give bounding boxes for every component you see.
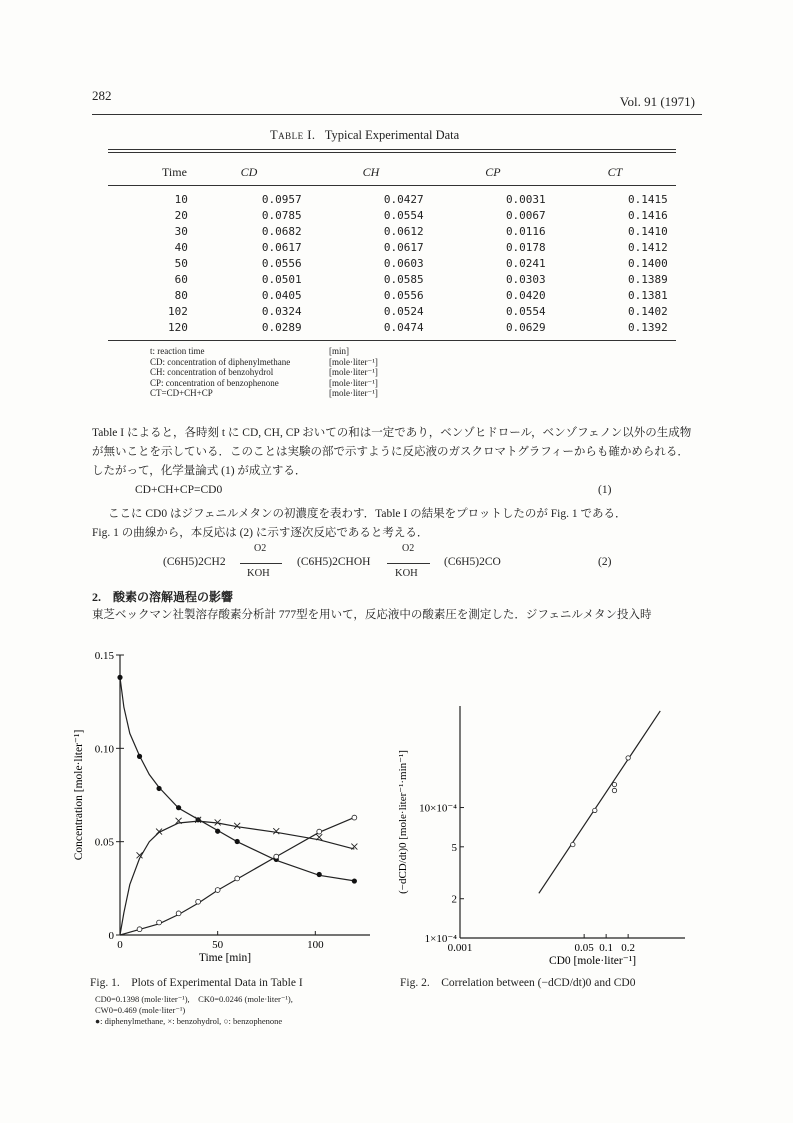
table-cell: 0.1412 xyxy=(627,240,668,254)
table-cell: 0.0474 xyxy=(383,320,424,334)
table-cell: 0.1392 xyxy=(627,320,668,334)
table-note xyxy=(150,378,378,389)
page-number: 282 xyxy=(92,88,112,103)
table-cell: 0.1415 xyxy=(627,192,668,206)
table-top-rule xyxy=(108,149,676,150)
col-cp: CP xyxy=(485,164,501,179)
table-caption-label: Table I. xyxy=(270,128,316,142)
data-point xyxy=(612,782,616,786)
table-cell: 0.0957 xyxy=(261,192,302,206)
col-cd: CD xyxy=(240,164,258,179)
table-cell: 0.0501 xyxy=(261,272,302,286)
table-note-unit: [mole·liter⁻¹] xyxy=(329,367,378,377)
x-tick-label: 0.05 xyxy=(574,942,594,954)
table-cell: 0.0556 xyxy=(383,288,424,302)
table-cell: 0.0289 xyxy=(261,320,302,334)
table-row xyxy=(108,207,676,223)
paragraph-4: 東芝ベックマン社製溶存酸素分析計 777型を用いて，反応液中の酸素圧を測定した．ジフェニルメタン投入時 xyxy=(92,609,652,621)
data-point xyxy=(571,842,575,846)
benzophenone-point xyxy=(274,854,279,859)
figure-1-notes xyxy=(95,994,293,1027)
table-note-label: CH: concentration of benzohydrol xyxy=(150,367,274,377)
table-row xyxy=(108,271,676,287)
table-cell: 0.0554 xyxy=(505,304,546,318)
equation-2-o2-1: O2 xyxy=(254,543,267,554)
equation-2-number: (2) xyxy=(598,556,612,568)
data-point xyxy=(612,788,616,792)
benzophenone-point xyxy=(157,920,162,925)
table-row xyxy=(108,303,676,319)
volume-label: Vol. 91 (1971) xyxy=(619,94,695,109)
table-row xyxy=(108,319,676,335)
table-cell: 30 xyxy=(174,224,188,238)
x-tick-label: 50 xyxy=(212,939,224,951)
equation-1-number: (1) xyxy=(598,484,612,496)
figure-1-chart xyxy=(60,640,380,970)
equation-2-intermediate: (C6H5)2CHOH xyxy=(297,556,371,568)
table-row xyxy=(108,255,676,271)
table-note-label: CP: concentration of benzophenone xyxy=(150,377,279,388)
table-note xyxy=(150,346,378,357)
table-cell: 0.0556 xyxy=(261,256,302,270)
table-cell: 0.0178 xyxy=(505,240,546,254)
table-cell: 60 xyxy=(174,272,188,286)
figure-1-plot xyxy=(73,650,370,964)
table-row xyxy=(108,191,676,207)
figure-1-note: CD0=0.1398 (mole·liter⁻¹), CK0=0.0246 (mole·liter⁻¹), xyxy=(95,994,293,1004)
x-tick-label: 0.1 xyxy=(599,942,614,954)
table-note-unit: [mole·liter⁻¹] xyxy=(329,388,378,398)
table-cell: 0.0524 xyxy=(383,304,424,318)
table-row xyxy=(108,223,676,239)
table-cell: 0.1416 xyxy=(627,208,668,222)
benzophenone-point xyxy=(176,911,181,916)
table-cell: 50 xyxy=(174,256,188,270)
header-rule xyxy=(92,114,702,115)
paragraph-3: Fig. 1 の曲線から，本反応は (2) に示す逐次反応であると考える． xyxy=(92,527,429,539)
table-cell: 0.0427 xyxy=(383,192,424,206)
table-cell: 10 xyxy=(174,192,188,206)
y-axis-label: (−dCD/dt)0 [mole·liter⁻¹·min⁻¹] xyxy=(397,750,409,894)
y-axis-label: Concentration [mole·liter⁻¹] xyxy=(73,729,85,861)
table-note xyxy=(150,357,378,368)
table-cell: 0.0612 xyxy=(383,224,424,238)
benzohydrol-point xyxy=(273,828,279,834)
x-axis-label: CD0 [mole·liter⁻¹] xyxy=(548,955,637,967)
table-cell: 80 xyxy=(174,288,188,302)
table-cell: 0.0603 xyxy=(383,256,424,270)
y-tick-label: 10×10⁻⁴ xyxy=(419,802,457,815)
table-caption xyxy=(270,128,459,143)
table-cell: 0.0324 xyxy=(261,304,302,318)
y-tick-label: 0.10 xyxy=(94,743,114,756)
benzophenone-point xyxy=(235,876,240,881)
table-note-label: CT=CD+CH+CP xyxy=(150,388,213,398)
equation-2-reactant: (C6H5)2CH2 xyxy=(163,556,226,568)
table-note xyxy=(150,388,378,399)
x-tick-label: 0 xyxy=(117,939,123,951)
table-notes xyxy=(150,346,378,399)
table-cell: 0.0405 xyxy=(261,288,302,302)
table-cell: 102 xyxy=(168,304,188,318)
benzophenone-point xyxy=(215,888,220,893)
table-cell: 0.0629 xyxy=(505,320,546,334)
y-tick-label: 5 xyxy=(451,841,457,854)
diphenylmethane-point xyxy=(156,786,161,791)
figure-2-caption: Fig. 2. Correlation between (−dCD/dt)0 and CD0 xyxy=(400,977,636,989)
equation-2-arrow-1 xyxy=(240,563,282,564)
diphenylmethane-curve xyxy=(120,677,354,881)
table-cell: 40 xyxy=(174,240,188,254)
col-ch: CH xyxy=(362,164,380,179)
paragraph-1: Table I によると，各時刻 t に CD, CH, CP おいての和は一定であり，ベンゾヒドロール，ベンゾフェノン以外の生成物が無いことを示している．このことは実験の部で示すように反応液のガスクロマトグラフィーからも確かめられる．したがって，化学量論式 (1) が成立する． xyxy=(92,427,692,477)
col-ct: CT xyxy=(607,164,623,179)
table-body xyxy=(108,191,676,335)
equation-1: CD+CH+CP=CD0 xyxy=(135,484,223,496)
benzophenone-point xyxy=(352,815,357,820)
benzophenone-point xyxy=(317,829,322,834)
benzophenone-point xyxy=(137,927,142,932)
col-time: Time xyxy=(162,164,187,179)
x-axis-label: Time [min] xyxy=(198,952,252,964)
table-cell: 0.1389 xyxy=(627,272,668,286)
table-cell: 0.0585 xyxy=(383,272,424,286)
equation-2-koh-1: KOH xyxy=(247,568,270,579)
table-cell: 0.0682 xyxy=(261,224,302,238)
table-note-unit: [mole·liter⁻¹] xyxy=(329,356,378,367)
diphenylmethane-point xyxy=(215,829,220,834)
table-note xyxy=(150,367,378,378)
table-cell: 0.0116 xyxy=(505,224,546,238)
diphenylmethane-point xyxy=(352,878,357,883)
y-tick-label: 0.15 xyxy=(94,650,114,662)
x-tick-label: 0.001 xyxy=(447,942,473,954)
table-cell: 0.0031 xyxy=(505,192,546,206)
table-caption-title: Typical Experimental Data xyxy=(324,128,460,142)
diphenylmethane-point xyxy=(176,805,181,810)
table-cell: 0.0785 xyxy=(261,208,302,222)
equation-2-product: (C6H5)2CO xyxy=(444,556,501,568)
table-cell: 20 xyxy=(174,208,188,222)
table-row xyxy=(108,239,676,255)
table-note-label: t: reaction time xyxy=(150,346,205,356)
data-point xyxy=(593,808,597,812)
figure-2-chart xyxy=(390,690,710,970)
table-cell: 0.0067 xyxy=(505,208,546,222)
equation-2-arrow-2 xyxy=(387,563,430,564)
figure-2-plot xyxy=(397,706,685,967)
table-cell: 0.1410 xyxy=(627,224,668,238)
fit-line xyxy=(539,711,660,893)
table-cell: 0.0617 xyxy=(383,240,424,254)
x-tick-label: 0.2 xyxy=(621,942,636,954)
data-table xyxy=(108,153,676,335)
table-cell: 0.0303 xyxy=(505,272,546,286)
benzophenone-point xyxy=(196,899,201,904)
x-tick-label: 100 xyxy=(307,939,324,951)
diphenylmethane-point xyxy=(117,675,122,680)
figure-1-note: CW0=0.469 (mole·liter⁻¹) xyxy=(95,1005,186,1015)
table-bottom-rule xyxy=(108,340,676,341)
table-cell: 0.0617 xyxy=(261,240,302,254)
table-cell: 0.1402 xyxy=(627,304,668,318)
y-tick-label: 0 xyxy=(108,930,114,942)
paragraph-2: ここに CD0 はジフェニルメタンの初濃度を表わす．Table I の結果をプロットしたのが Fig. 1 である． xyxy=(108,508,627,520)
table-cell: 0.0420 xyxy=(505,288,546,302)
table-header-row xyxy=(108,153,676,191)
diphenylmethane-point xyxy=(317,872,322,877)
equation-2-koh-2: KOH xyxy=(395,568,418,579)
y-tick-label: 1×10⁻⁴ xyxy=(424,933,457,945)
y-tick-label: 2 xyxy=(451,893,457,906)
diphenylmethane-point xyxy=(235,839,240,844)
figure-1-caption: Fig. 1. Plots of Experimental Data in Table I xyxy=(90,977,303,989)
table-note-unit: [min] xyxy=(329,346,349,356)
table-note-label: CD: concentration of diphenylmethane xyxy=(150,356,291,367)
data-point xyxy=(626,756,630,760)
table-cell: 0.0554 xyxy=(383,208,424,222)
section-heading: 2. 酸素の溶解過程の影響 xyxy=(92,590,234,604)
table-cell: 0.1381 xyxy=(627,288,668,302)
table-row xyxy=(108,287,676,303)
y-tick-label: 0.05 xyxy=(94,836,114,849)
figure-1-note: ●: diphenylmethane, ×: benzohydrol, ○: benzophenone xyxy=(95,1016,283,1026)
table-cell: 120 xyxy=(168,320,188,334)
diphenylmethane-point xyxy=(137,754,142,759)
equation-2-o2-2: O2 xyxy=(402,543,415,554)
table-note-unit: [mole·liter⁻¹] xyxy=(329,377,378,388)
table-cell: 0.1400 xyxy=(627,256,668,270)
table-cell: 0.0241 xyxy=(505,256,546,270)
